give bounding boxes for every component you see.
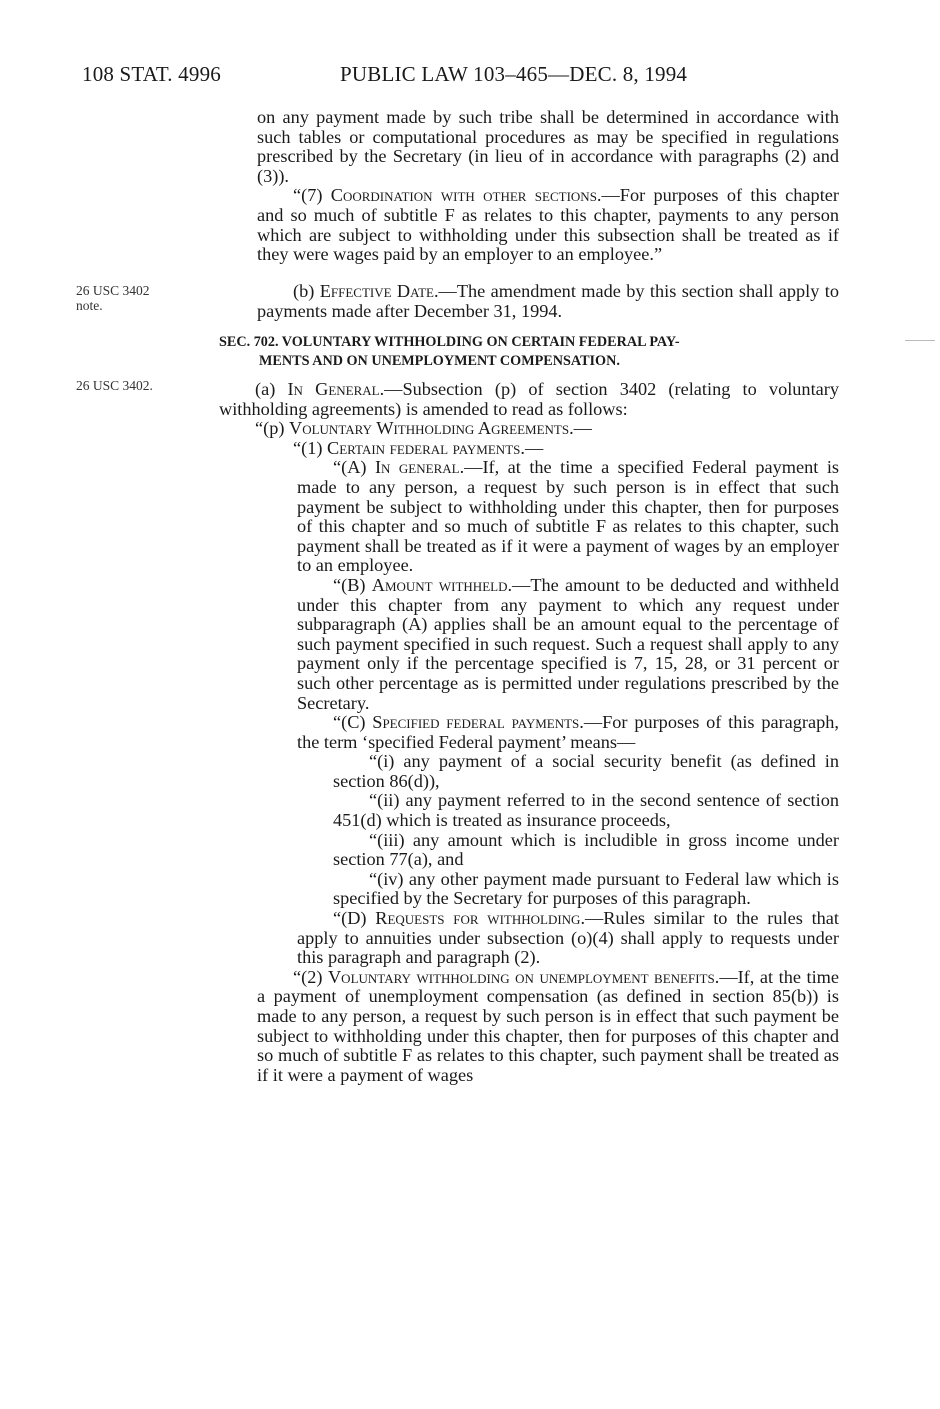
paragraph-heading: In General. [287,379,385,399]
stat-citation: 108 STAT. 4996 [82,62,221,86]
paragraph: on any payment made by such tribe shall be determined in accordance with such tables or computational procedures as may be specified in regulations prescribed by the Secretary (in lieu of in accordance with paragraphs (2) and (3)). [257,107,839,186]
continued-text [219,108,839,265]
clause-ii: “(ii) any payment referred to in the second sentence of section 451(d) which is treated as insurance proceeds, [333,790,839,831]
subparagraph-B: “(B) Amount withheld.—The amount to be deducted and withheld under this chapter from any payment to which any request under subparagraph (A) applies shall be an amount equal to the percentage of such payment specified in such request. Such a request shall apply to any payment only if the percentage specified is 7, 15, 28, or 31 percent or such other percentage as is permitted under regulations prescribed by the Secretary. [297,574,839,713]
clause-iv: “(iv) any other payment made pursuant to Federal law which is specified by the Secretary for purposes of this paragraph. [333,868,839,909]
section-heading [219,333,839,371]
paragraph-heading: Voluntary Withholding Agreements. [289,418,574,439]
subparagraph-A: “(A) In general.—If, at the time a specified Federal payment is made to any person, a request by such person is in effect that such payment be subject to withholding under this chapter, then for purposes of this chapter and so much of subtitle F as relates to this chapter, such payment shall be treated as if it were a payment of wages by an employer to an employee. [297,457,840,576]
margin-note-usc-note [76,283,150,313]
paragraph-heading: Certain federal payments. [327,437,525,458]
margin-note-line: 26 USC 3402 [76,283,150,298]
public-law-title: PUBLIC LAW 103–465—DEC. 8, 1994 [340,62,688,86]
paragraph-heading: In general. [374,457,465,478]
subparagraph-D: “(D) Requests for withholding.—Rules similar to the rules that apply to annuities under subsection (o)(4) shall apply to requests under this paragraph and paragraph (2). [297,908,839,968]
subparagraph-C: “(C) Specified federal payments.—For purposes of this paragraph, the term ‘specified Federal payment’ means— [297,712,839,752]
margin-note-usc: 26 USC 3402. [76,378,153,393]
section-heading-line: MENTS AND ON UNEMPLOYMENT COMPENSATION. [259,353,620,369]
paragraph-p: “(p) Voluntary Withholding Agreements.— [255,418,592,439]
paragraph-heading: Coordination with other sections. [330,185,602,206]
paragraph-heading: Requests for withholding. [375,908,586,929]
paragraph-2: “(2) Voluntary withholding on unemployment benefits.—If, at the time a payment of unemployment compensation (as defined in section 85(b)) is made to any person, a request by such person is in effect that such payment be subject to withholding under this chapter, then for purposes of this chapter and so much of subtitle F as relates to this chapter, such payment shall be treated as if it were a payment of wages [257,966,839,1085]
paragraph-heading: Specified federal payments. [372,712,584,733]
clause-iii: “(iii) any amount which is includible in gross income under section 77(a), and [333,829,839,870]
paragraph-a: (a) In General.—Subsection (p) of section 3402 (relating to voluntary withholding agreements) is amended to read as follows: [219,379,839,419]
margin-mark [905,340,935,341]
margin-note-line: note. [76,298,103,313]
paragraph-7: “(7) Coordination with other sections.—For purposes of this chapter and so much of subtitle F as relates to this chapter, payments to any person which are subject to withholding under this subsection shall be treated as if they were wages paid by an employer to an employee.” [257,185,839,265]
paragraph-1: “(1) Certain federal payments.— [293,437,544,458]
effective-date [219,282,839,321]
paragraph-heading: Amount withheld. [371,574,513,595]
section-702-text [219,380,839,1085]
section-heading-line: SEC. 702. VOLUNTARY WITHHOLDING ON CERTAIN FEDERAL PAY- [219,334,680,350]
paragraph-heading: Voluntary withholding on unemployment benefits. [327,966,720,987]
paragraph-b: (b) Effective Date.—The amendment made by this section shall apply to payments made after December 31, 1994. [257,281,839,321]
paragraph-heading: Effective Date. [319,281,439,301]
clause-i: “(i) any payment of a social security benefit (as defined in section 86(d)), [333,751,839,791]
